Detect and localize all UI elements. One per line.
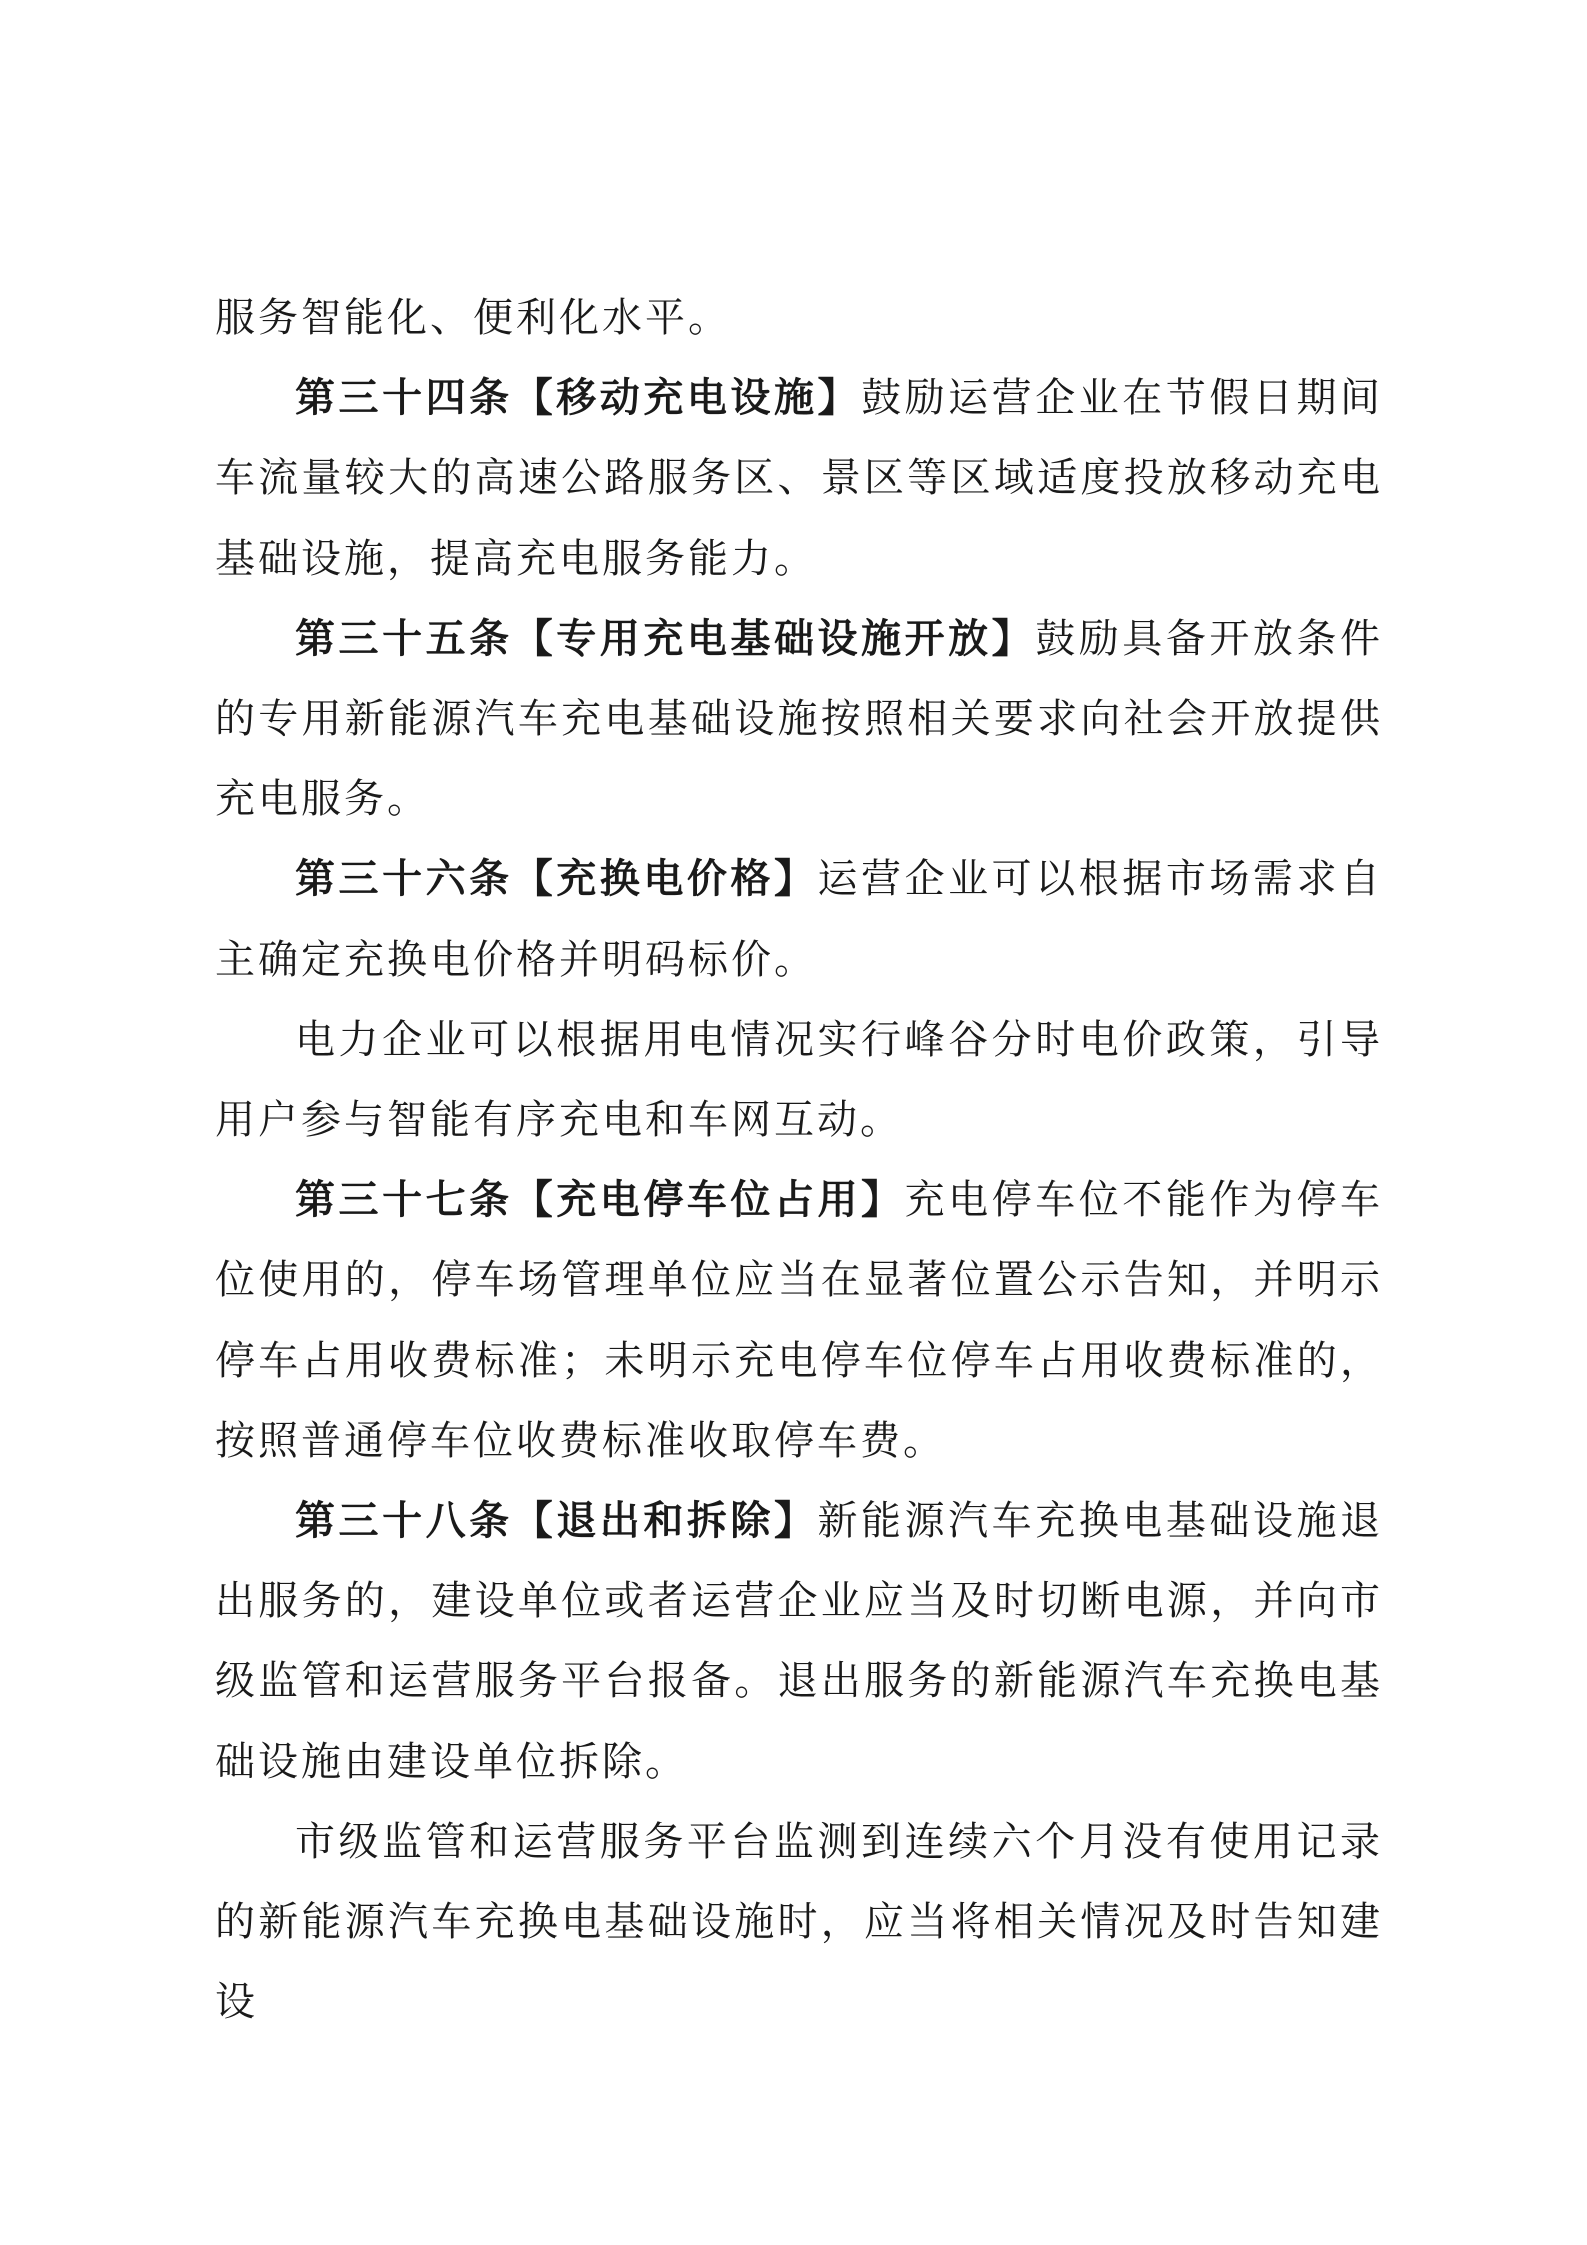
article-38 bbox=[215, 1481, 1383, 1802]
article-title: 【充电停车位占用】 bbox=[512, 1177, 905, 1224]
paragraph-text: 服务智能化、便利化水平。 bbox=[215, 295, 731, 341]
article-title: 【充换电价格】 bbox=[512, 856, 818, 903]
paragraph-text: 电力企业可以根据用电情况实行峰谷分时电价政策，引导用户参与智能有序充电和车网互动。 bbox=[215, 1016, 1383, 1144]
article-text: 鼓励运营企业在节假日期间车流量较大的高速公路服务区、景区等区域适度投放移动充电基础设施，提高充电服务能力。 bbox=[215, 375, 1384, 582]
paragraph-text: 市级监管和运营服务平台监测到连续六个月没有使用记录的新能源汽车充换电基础设施时，应当将相关情况及时告知建设 bbox=[215, 1818, 1383, 2026]
paragraph-plain bbox=[215, 1802, 1383, 2043]
paragraph-continuation bbox=[215, 278, 1383, 358]
document-body bbox=[215, 278, 1383, 2042]
article-title: 【移动充电设施】 bbox=[512, 375, 862, 422]
paragraph-plain bbox=[215, 1000, 1383, 1160]
article-number: 第三十七条 bbox=[295, 1177, 513, 1224]
article-37 bbox=[215, 1160, 1383, 1481]
article-text: 鼓励具备开放条件的专用新能源汽车充电基础设施按照相关要求向社会开放提供充电服务。 bbox=[215, 615, 1384, 823]
article-34 bbox=[215, 358, 1383, 599]
article-text: 充电停车位不能作为停车位使用的，停车场管理单位应当在显著位置公示告知，并明示停车占用收费标准；未明示充电停车位停车占用收费标准的，按照普通停车位收费标准收取停车费。 bbox=[215, 1177, 1384, 1464]
article-title: 【退出和拆除】 bbox=[512, 1498, 818, 1545]
article-number: 第三十五条 bbox=[295, 615, 513, 662]
article-text: 运营企业可以根据市场需求自主确定充换电价格并明码标价。 bbox=[215, 856, 1384, 983]
article-text: 新能源汽车充换电基础设施退出服务的，建设单位或者运营企业应当及时切断电源，并向市级监管和运营服务平台报备。退出服务的新能源汽车充换电基础设施由建设单位拆除。 bbox=[215, 1498, 1384, 1785]
article-36 bbox=[215, 839, 1383, 999]
article-title: 【专用充电基础设施开放】 bbox=[512, 615, 1036, 662]
article-number: 第三十四条 bbox=[295, 375, 513, 422]
article-number: 第三十六条 bbox=[295, 856, 513, 903]
article-number: 第三十八条 bbox=[295, 1498, 513, 1545]
article-35 bbox=[215, 599, 1383, 840]
